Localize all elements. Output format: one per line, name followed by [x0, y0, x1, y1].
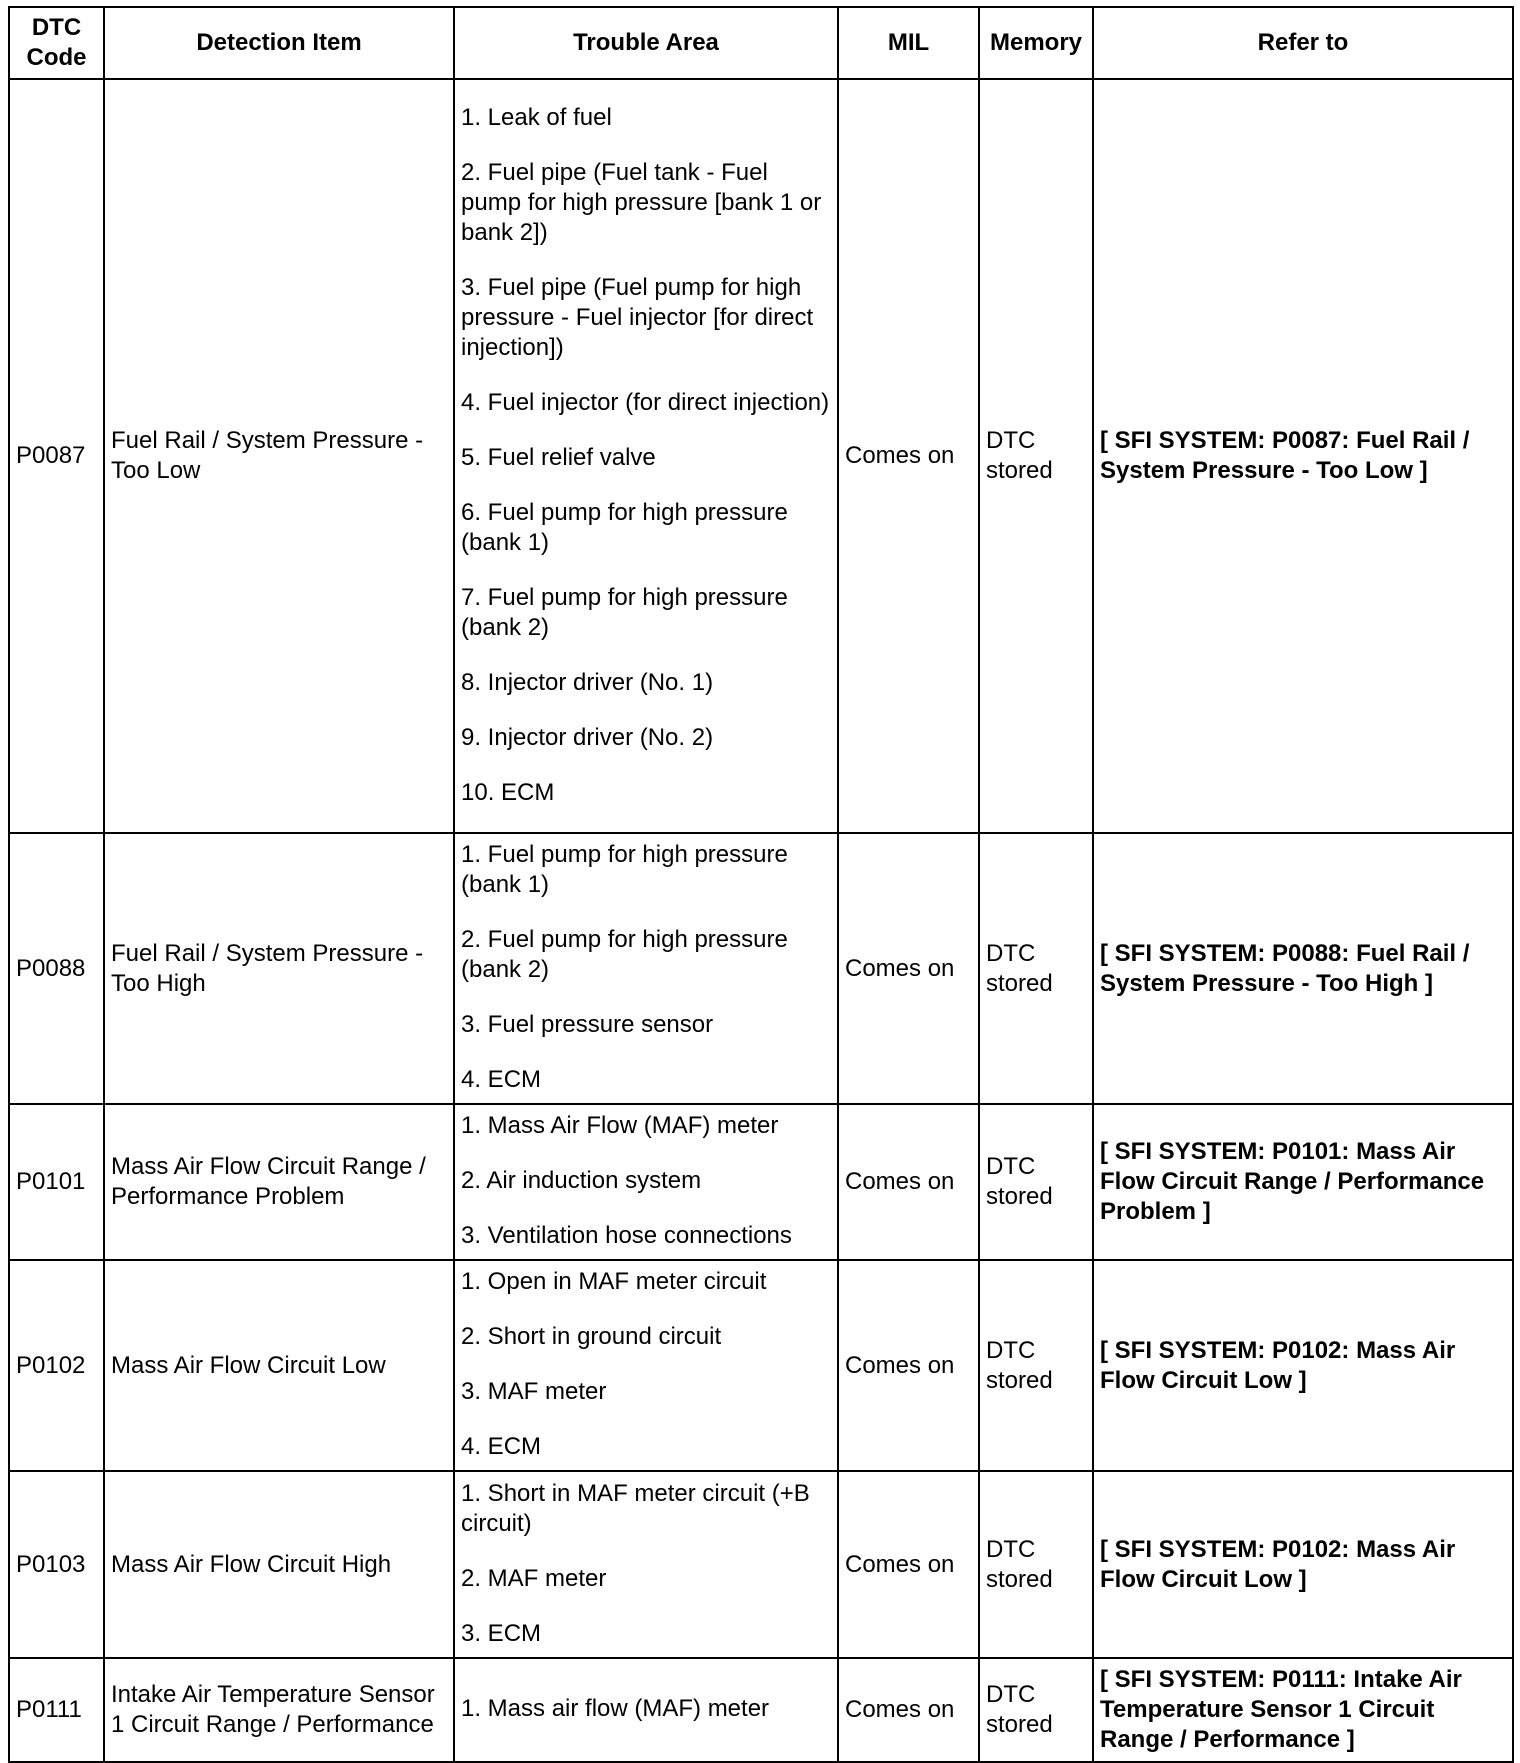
table-row: [9, 1471, 1513, 1658]
memory-cell: DTC stored: [979, 1260, 1093, 1471]
header-trouble-area: Trouble Area: [454, 7, 838, 79]
trouble-area-item: 2. MAF meter: [461, 1564, 607, 1592]
trouble-area-cell: [454, 833, 838, 1104]
trouble-area-cell: [454, 1260, 838, 1471]
header-detection-item: Detection Item: [104, 7, 454, 79]
table-body: [9, 79, 1513, 1762]
trouble-area-item: 1. Mass Air Flow (MAF) meter: [461, 1112, 779, 1139]
trouble-area-item: 1. Leak of fuel: [461, 103, 612, 131]
mil-cell: Comes on: [838, 1104, 979, 1260]
memory-cell: DTC stored: [979, 1658, 1093, 1762]
detection-item-cell: Mass Air Flow Circuit Range / Performance Problem: [104, 1104, 454, 1260]
header-row: [9, 7, 1513, 79]
trouble-area-item: 8. Injector driver (No. 1): [461, 668, 714, 696]
trouble-area-item: 3. Fuel pipe (Fuel pump for high pressure - Fuel injector [for direct injection]): [461, 273, 814, 361]
trouble-area-cell: [454, 1471, 838, 1658]
table-row: [9, 1260, 1513, 1471]
header-mil: MIL: [838, 7, 979, 79]
refer-to-cell: [ SFI SYSTEM: P0087: Fuel Rail / System Pressure - Too Low ]: [1093, 79, 1513, 833]
dtc-code-cell: P0103: [9, 1471, 104, 1658]
detection-item-cell: Mass Air Flow Circuit Low: [104, 1260, 454, 1471]
memory-cell: DTC stored: [979, 1471, 1093, 1658]
dtc-table: [8, 6, 1514, 1763]
refer-to-cell: [ SFI SYSTEM: P0102: Mass Air Flow Circuit Low ]: [1093, 1260, 1513, 1471]
table-row: [9, 833, 1513, 1104]
table-row: [9, 1104, 1513, 1260]
trouble-area-item: 6. Fuel pump for high pressure (bank 1): [461, 498, 788, 556]
mil-cell: Comes on: [838, 833, 979, 1104]
trouble-area-item: 1. Open in MAF meter circuit: [461, 1268, 767, 1295]
header-dtc-code: DTC Code: [9, 7, 104, 79]
trouble-area-item: 3. Ventilation hose connections: [461, 1222, 792, 1249]
trouble-area-item: 3. Fuel pressure sensor: [461, 1011, 714, 1038]
trouble-area-item: 1. Short in MAF meter circuit (+B circuit): [461, 1479, 810, 1537]
mil-cell: Comes on: [838, 79, 979, 833]
detection-item-cell: Intake Air Temperature Sensor 1 Circuit Range / Performance: [104, 1658, 454, 1762]
dtc-code-cell: P0087: [9, 79, 104, 833]
detection-item-cell: Fuel Rail / System Pressure - Too High: [104, 833, 454, 1104]
trouble-area-cell: [454, 79, 838, 833]
refer-to-cell: [ SFI SYSTEM: P0101: Mass Air Flow Circuit Range / Performance Problem ]: [1093, 1104, 1513, 1260]
refer-to-cell: [ SFI SYSTEM: P0111: Intake Air Temperature Sensor 1 Circuit Range / Performance ]: [1093, 1658, 1513, 1762]
header-memory: Memory: [979, 7, 1093, 79]
header-refer-to: Refer to: [1093, 7, 1513, 79]
mil-cell: Comes on: [838, 1658, 979, 1762]
refer-to-cell: [ SFI SYSTEM: P0088: Fuel Rail / System Pressure - Too High ]: [1093, 833, 1513, 1104]
trouble-area-item: 1. Fuel pump for high pressure (bank 1): [461, 841, 788, 898]
memory-cell: DTC stored: [979, 79, 1093, 833]
trouble-area-item: 7. Fuel pump for high pressure (bank 2): [461, 583, 788, 641]
trouble-area-item: 2. Short in ground circuit: [461, 1323, 722, 1350]
trouble-area-cell: [454, 1658, 838, 1762]
detection-item-cell: Mass Air Flow Circuit High: [104, 1471, 454, 1658]
trouble-area-item: 2. Fuel pipe (Fuel tank - Fuel pump for high pressure [bank 1 or bank 2]): [461, 158, 822, 246]
dtc-code-cell: P0102: [9, 1260, 104, 1471]
trouble-area-item: 2. Fuel pump for high pressure (bank 2): [461, 926, 788, 983]
trouble-area-item: 2. Air induction system: [461, 1167, 702, 1194]
refer-to-cell: [ SFI SYSTEM: P0102: Mass Air Flow Circuit Low ]: [1093, 1471, 1513, 1658]
trouble-area-item: 4. ECM: [461, 1066, 542, 1093]
memory-cell: DTC stored: [979, 833, 1093, 1104]
dtc-code-cell: P0111: [9, 1658, 104, 1762]
dtc-code-cell: P0088: [9, 833, 104, 1104]
trouble-area-item: 5. Fuel relief valve: [461, 443, 656, 471]
memory-cell: DTC stored: [979, 1104, 1093, 1260]
trouble-area-item: 9. Injector driver (No. 2): [461, 723, 714, 751]
trouble-area-cell: [454, 1104, 838, 1260]
trouble-area-item: 4. ECM: [461, 1433, 542, 1460]
table-row: [9, 79, 1513, 833]
mil-cell: Comes on: [838, 1260, 979, 1471]
detection-item-cell: Fuel Rail / System Pressure - Too Low: [104, 79, 454, 833]
trouble-area-item: 3. MAF meter: [461, 1378, 607, 1405]
dtc-code-cell: P0101: [9, 1104, 104, 1260]
mil-cell: Comes on: [838, 1471, 979, 1658]
trouble-area-item: 3. ECM: [461, 1619, 542, 1647]
trouble-area-item: 10. ECM: [461, 778, 555, 806]
trouble-area-item: 4. Fuel injector (for direct injection): [461, 388, 830, 416]
table-row: [9, 1658, 1513, 1762]
trouble-area-item: 1. Mass air flow (MAF) meter: [461, 1695, 770, 1722]
